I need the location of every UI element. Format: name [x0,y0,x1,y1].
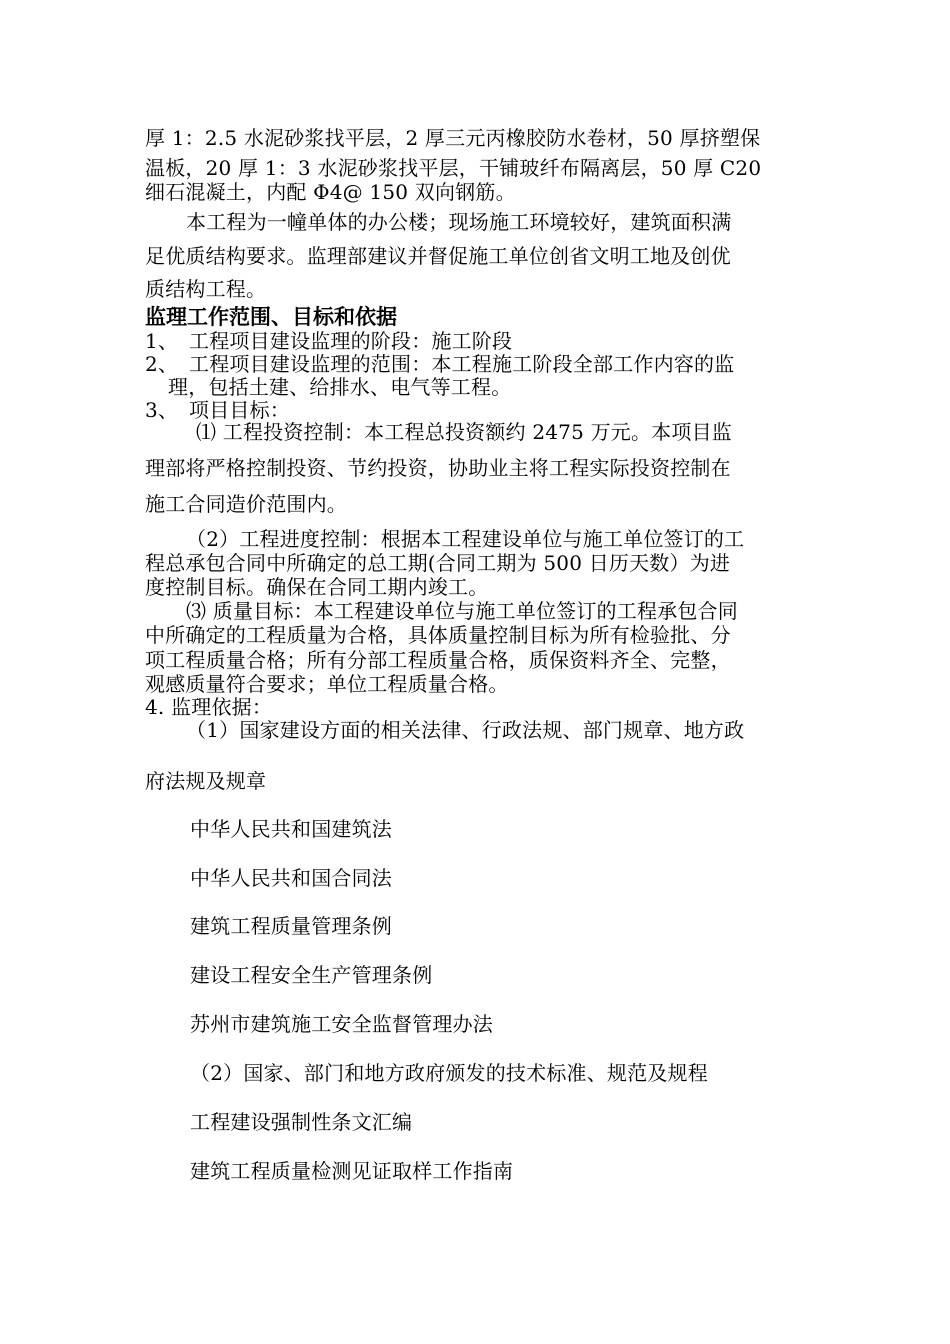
law-item-1: 中华人民共和国建筑法 [190,817,392,841]
intro-line-1: 厚 1：2.5 水泥砂浆找平层，2 厚三元丙橡胶防水卷材，50 厚挤塑保 [145,126,761,150]
list-item-2-number: 2、 [145,352,179,376]
overview-line-3: 质结构工程。 [145,277,267,301]
overview-line-2: 足优质结构要求。监理部建议并督促施工单位创省文明工地及创优 [145,244,731,268]
overview-line-1: 本工程为一幢单体的办公楼；现场施工环境较好，建筑面积满 [186,210,732,234]
investment-line-3: 施工合同造价范围内。 [145,492,347,516]
investment-line-1: ⑴ 工程投资控制：本工程总投资额约 2475 万元。本项目监 [196,420,732,444]
quality-line-4: 观感质量符合要求；单位工程质量合格。 [145,672,509,696]
standard-item-1: 工程建设强制性条文汇编 [190,1110,413,1134]
schedule-line-1: （2）工程进度控制：根据本工程建设单位与施工单位签订的工 [186,527,745,551]
law-item-2: 中华人民共和国合同法 [190,866,392,890]
list-item-3-text: 项目目标： [189,398,290,422]
law-item-4: 建设工程安全生产管理条例 [190,963,433,987]
law-item-3: 建筑工程质量管理条例 [190,914,392,938]
schedule-line-2: 程总承包合同中所确定的总工期(合同工期为 500 日历天数）为进 [145,551,731,575]
list-item-3-number: 3、 [145,398,179,422]
list-item-2-text: 工程项目建设监理的范围：本工程施工阶段全部工作内容的监 [189,352,735,376]
quality-line-3: 项工程质量合格；所有分部工程质量合格，质保资料齐全、完整， [145,648,731,672]
standards-title: （2）国家、部门和地方政府颁发的技术标准、规范及规程 [190,1061,708,1085]
list-item-2-continuation: 理，包括土建、给排水、电气等工程。 [168,375,512,399]
standard-item-2: 建筑工程质量检测见证取样工作指南 [190,1159,514,1183]
intro-line-3: 细石混凝土，内配 Φ4@ 150 双向钢筋。 [145,180,516,204]
list-item-1-number: 1、 [145,329,179,353]
list-item-1-text: 工程项目建设监理的阶段：施工阶段 [189,329,513,353]
quality-line-2: 中所确定的工程质量为合格，具体质量控制目标为所有检验批、分 [145,623,731,647]
law-item-5: 苏州市建筑施工安全监督管理办法 [190,1012,493,1036]
laws-title-line-1: （1）国家建设方面的相关法律、行政法规、部门规章、地方政 [186,718,745,742]
laws-title-line-2: 府法规及规章 [145,769,267,793]
section-heading: 监理工作范围、目标和依据 [145,305,397,329]
investment-line-2: 理部将严格控制投资、节约投资，协助业主将工程实际投资控制在 [145,456,731,480]
quality-line-1: ⑶ 质量目标：本工程建设单位与施工单位签订的工程承包合同 [186,599,738,623]
intro-line-2: 温板，20 厚 1：3 水泥砂浆找平层，干铺玻纤布隔离层，50 厚 C20 [145,156,762,180]
list-item-4: 4. 监理依据： [145,695,273,719]
schedule-line-3: 度控制目标。确保在合同工期内竣工。 [145,575,489,599]
